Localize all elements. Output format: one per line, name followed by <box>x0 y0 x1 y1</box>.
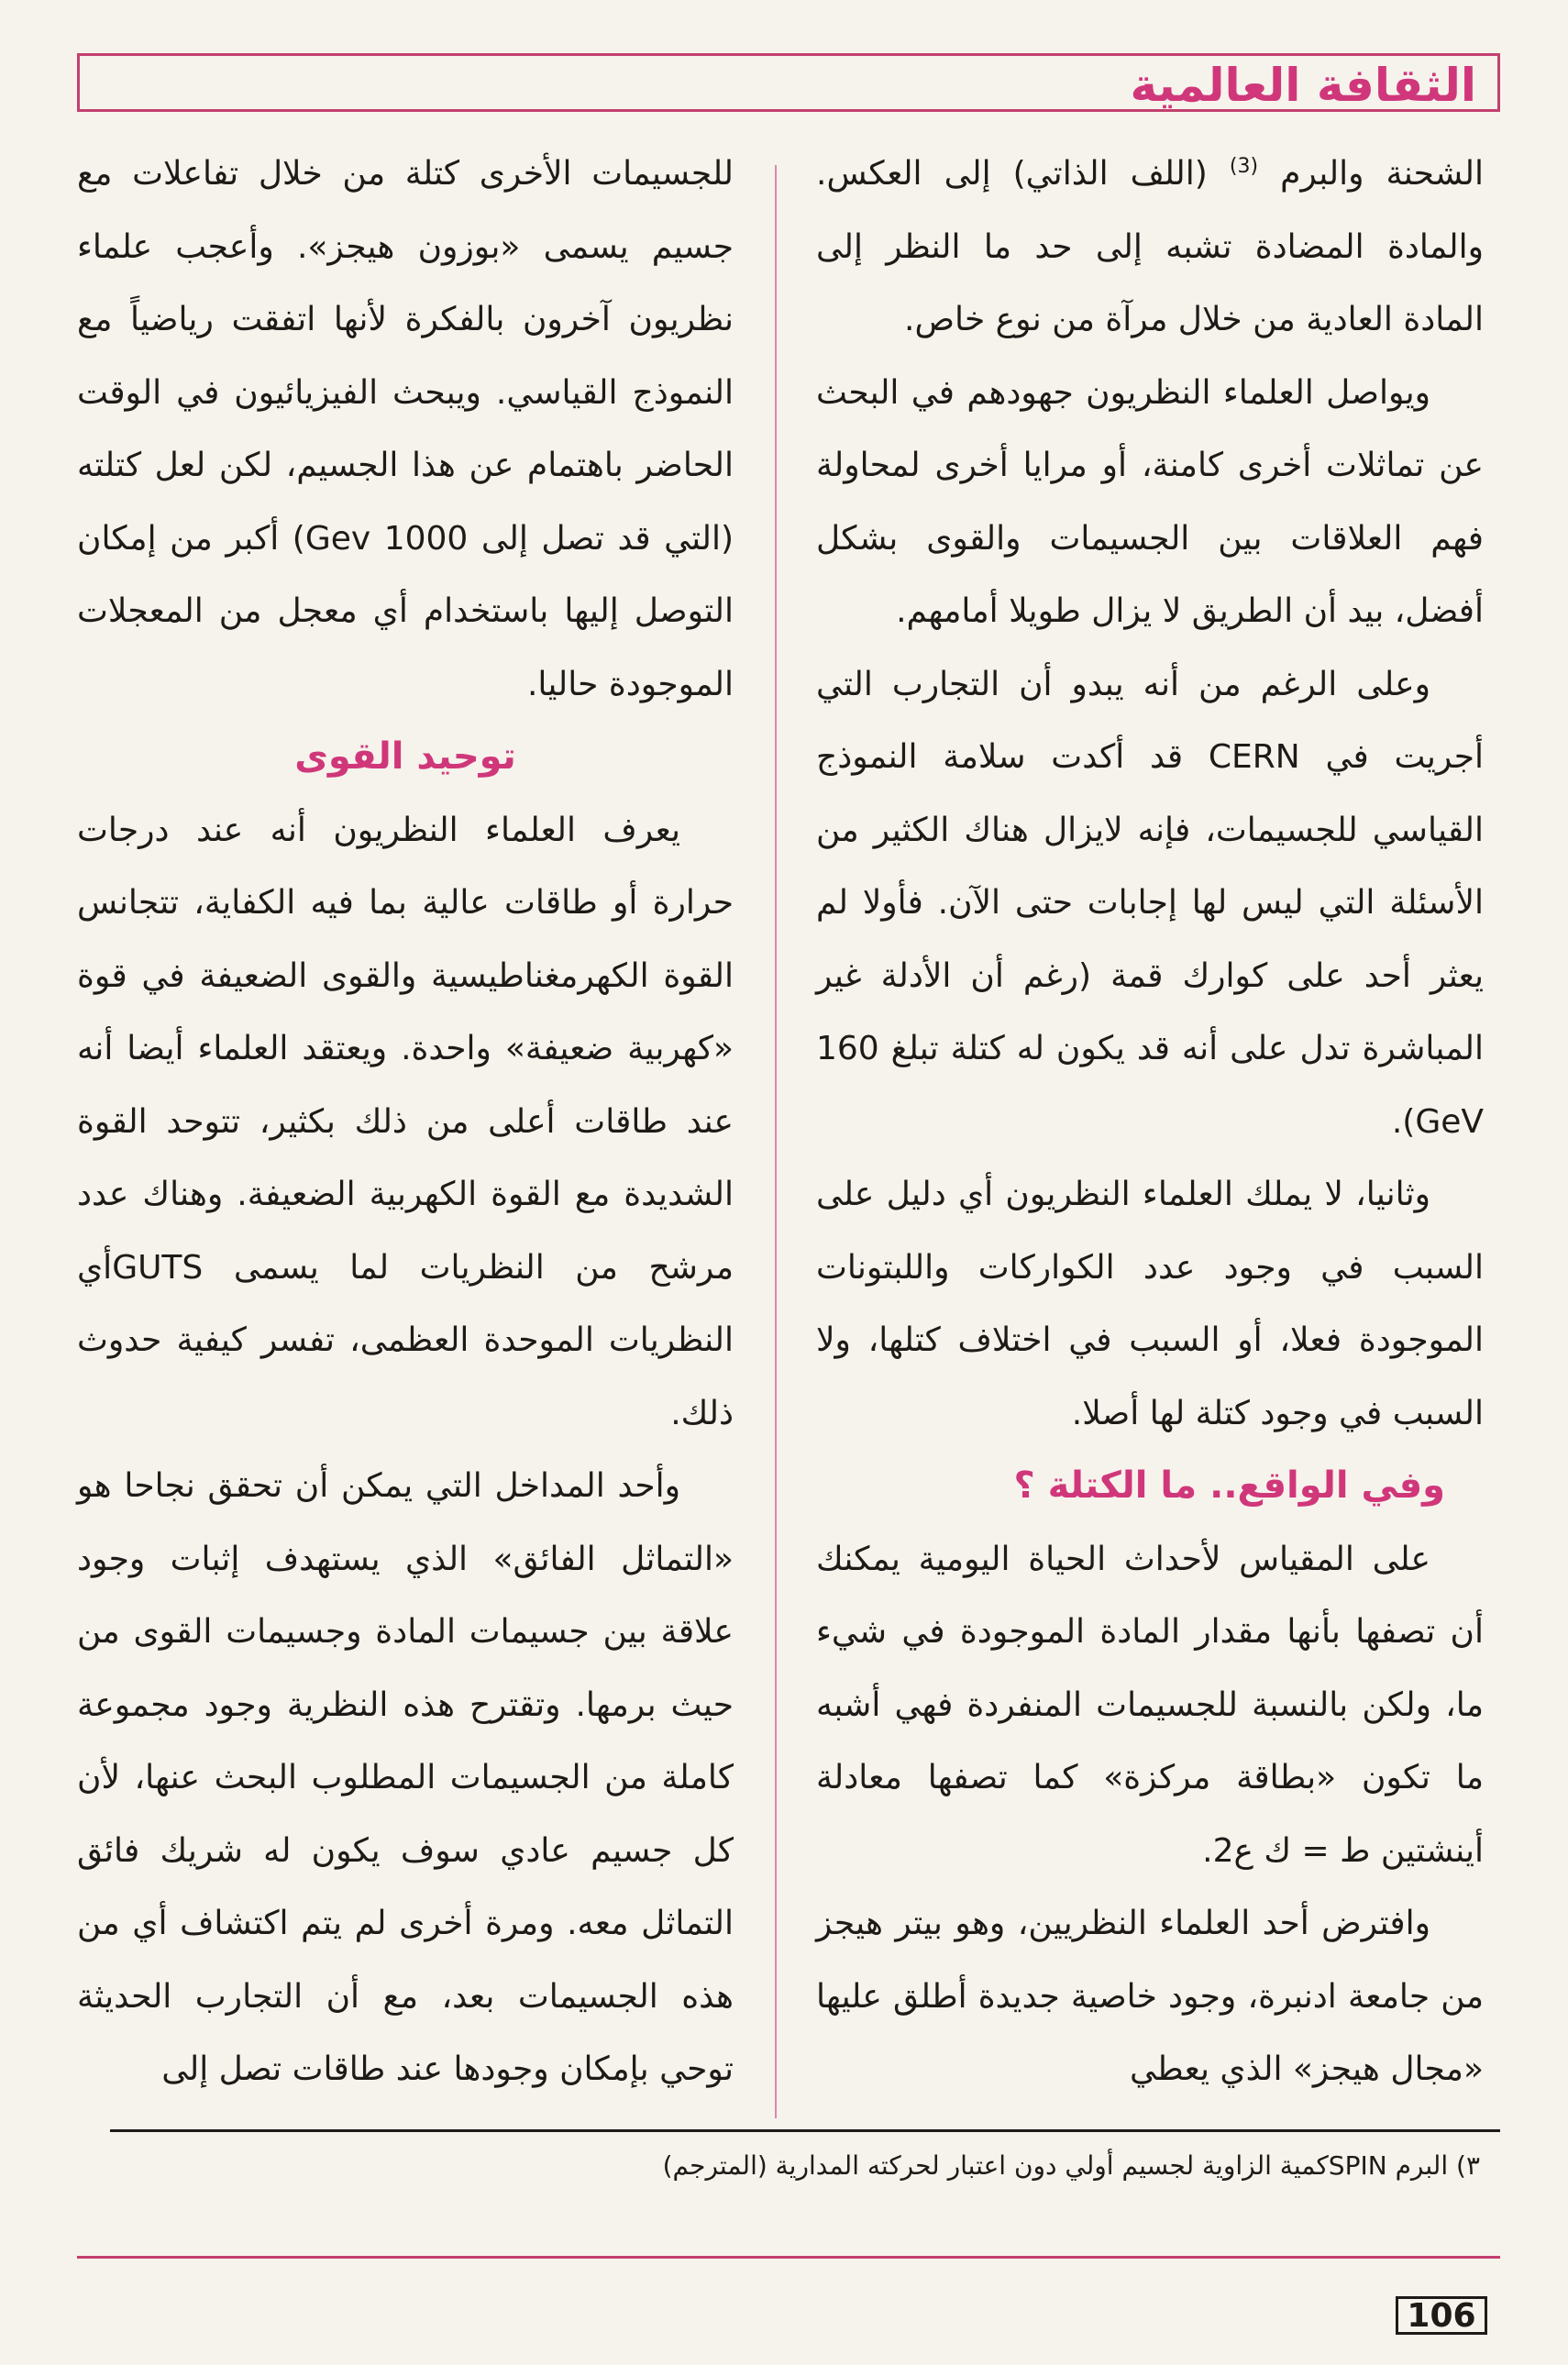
bottom-rule <box>77 2256 1500 2259</box>
left-paragraph-3: وأحد المداخل التي يمكن أن تحقق نجاحا هو «التماثل الفائق» الذي يستهدف إثبات وجود علاقة بين جسيمات المادة وجسيمات القوى من حيث برمها. وتقترح هذه النظرية وجود مجموعة كاملة من الجسيمات المطلوب البحث عنها، لأن كل جسيم عادي سوف يكون له شريك فائق التماثل معه. ومرة أخرى لم يتم اكتشاف أي من هذه الجسيمات بعد، مع أن التجارب الحديثة توحي بإمكان وجودها عند طاقات تصل إلى <box>77 1467 734 2088</box>
page-number: 106 <box>1396 2296 1487 2335</box>
footnote-rule <box>110 2129 1500 2132</box>
heading-unification-of-forces: توحيد القوى <box>294 735 516 778</box>
right-paragraph-1 <box>816 138 1484 357</box>
column-divider <box>775 165 777 2118</box>
right-paragraph-4: وثانيا، لا يملك العلماء النظريون أي دليل على السبب في وجود عدد الكواركات واللبتونات الموجودة فعلا، أو السبب في اختلاف كتلها، ولا السبب في وجود كتلة لها أصلا. <box>816 1176 1484 1432</box>
right-paragraph-1-start: الشحنة والبرم <box>1258 155 1484 193</box>
right-paragraph-3: وعلى الرغم من أنه يبدو أن التجارب التي أجريت في CERN قد أكدت سلامة النموذج القياسي للجسيمات، فإنه لايزال هناك الكثير من الأسئلة التي ليس لها إجابات حتى الآن. فأولا لم يعثر أحد على كوارك قمة (رغم أن الأدلة غير المباشرة تدل على أنه قد يكون له كتلة تبلغ 160 GeV). <box>816 665 1484 1141</box>
footnote: ٣) البرم SPINكمية الزاوية لجسيم أولي دون اعتبار لحركته المدارية (المترجم) <box>662 2150 1480 2181</box>
right-paragraph-6: وافترض أحد العلماء النظريين، وهو بيتر هيجز من جامعة ادنبرة، وجود خاصية جديدة أطلق عليها «مجال هيجز» الذي يعطي <box>816 1905 1484 2088</box>
section-title: الثقافة العالمية <box>1130 59 1476 112</box>
right-paragraph-1-rest: (اللف الذاتي) إلى العكس. والمادة المضادة تشبه إلى حد ما النظر إلى المادة العادية من خلال مرآة من نوع خاص. <box>816 155 1484 338</box>
left-paragraph-2: يعرف العلماء النظريون أنه عند درجات حرارة أو طاقات عالية بما فيه الكفاية، تتجانس القوة الكهرمغناطيسية والقوى الضعيفة في قوة «كهربية ضعيفة» واحدة. ويعتقد العلماء أيضا أنه عند طاقات أعلى من ذلك بكثير، تتوحد القوة الشديدة مع القوة الكهربية الضعيفة. وهناك عدد مرشح من النظريات لما يسمى GUTSأي النظريات الموحدة العظمى، تفسر كيفية حدوث ذلك. <box>77 811 734 1432</box>
heading-what-is-mass: وفي الواقع.. ما الكتلة ؟ <box>1013 1464 1445 1507</box>
right-column <box>816 138 1484 2106</box>
footnote-marker: (3) <box>1229 155 1259 178</box>
left-paragraph-1: للجسيمات الأخرى كتلة من خلال تفاعلات مع جسيم يسمى «بوزون هيجز». وأعجب علماء نظريون آخرون بالفكرة لأنها اتفقت رياضياً مع النموذج القياسي. ويبحث الفيزيائيون في الوقت الحاضر باهتمام عن هذا الجسيم، لكن لعل كتلته (التي قد تصل إلى 1000 Gev) أكبر من إمكان التوصل إليها باستخدام أي معجل من المعجلات الموجودة حاليا. <box>77 155 734 703</box>
right-paragraph-2: ويواصل العلماء النظريون جهودهم في البحث عن تماثلات أخرى كامنة، أو مرايا أخرى لمحاولة فهم العلاقات بين الجسيمات والقوى بشكل أفضل، بيد أن الطريق لا يزال طويلا أمامهم. <box>816 373 1484 630</box>
left-column <box>77 138 734 2106</box>
right-paragraph-5: على المقياس لأحداث الحياة اليومية يمكنك أن تصفها بأنها مقدار المادة الموجودة في شيء ما، ولكن بالنسبة للجسيمات المنفردة فهي أشبه ما تكون «بطاقة مركزة» كما تصفها معادلة أينشتين ط = ك ع2. <box>816 1540 1484 1870</box>
